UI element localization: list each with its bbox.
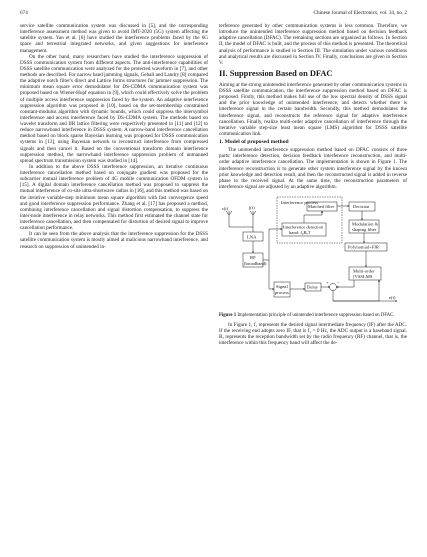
label-modulation: Modulation & — [352, 221, 379, 227]
figure-1 — [219, 193, 407, 311]
label-matched-filter: Matched filter — [308, 204, 335, 209]
page-number: 674 — [20, 10, 28, 16]
paragraph: In Figure 1, f₁ represents the desired signal intermediate frequency (IF) after the ADC. If the receiving end adopts zero IF, that is f₁ = 0 Hz, the ADC output is a baseband signal. Bₐ represents the reception bandwidth set by the radio frequency (RF) channel, that is, the interference within this frequency band will affect the de- — [219, 321, 407, 346]
label-vsslms: (VSSLMS — [353, 274, 373, 279]
right-column — [219, 23, 407, 346]
label-minus: − — [337, 280, 340, 285]
label-multi-order: Multi-order — [353, 268, 375, 274]
caption-label: Figure 1 — [219, 313, 237, 318]
label-decision: Decision — [353, 204, 370, 209]
paragraph: Aiming at the strong unintended interference generated by other communication systems in DSSS satellite communication, the interference suppression method based on DFAC is proposed. Firstly, this method makes full use of the low spectral density of DSSS signal and the prior knowledge of unintended interference, and detects whether there is interference signal in the certain bandwidth. Secondly, this method demodulates the interference signal, and reconstructs the reference signal for adaptive interference cancellation. Finally, realize multi-order adaptive cancellation of interference through the iterative variable step-size least mean square (LMS) algorithm for DSSS satellite communication link. — [219, 81, 408, 137]
label-detection: Interference detection — [283, 224, 324, 230]
label-process: process — [275, 290, 289, 295]
paragraph: It can be seen from the above analysis that the interference suppression for the DSSS satellite communication system is mostly aimed at malicious narrowband interference, and research on suppression of unintended in- — [20, 231, 208, 250]
label-plus: + — [326, 280, 329, 285]
page-header — [20, 10, 407, 20]
label-broadband: (broadband) — [244, 261, 267, 266]
paragraph: In addition to the above DSSS interference suppression, an iterative continuous interference cancellation method based on conjugate gradient was proposed for the subcarrier mutual interference problem of 4G mobile communication OFDM system in [15]. A digital domain interference cancellation method was proposed to suppress the mutual interference of co-site ultra-shortwave radios in [16], and this method was based on the iterative variable-step minimum mean square algorithm with fast convergence speed and good interference suppression performance. Zhang et al. [17] has proposed a method, combining interference cancellation and signal distortion compensation, to suppress the inter-node interference in relay networks. This method first estimated the channel state for interference cancellation, and then compensated for distortion of desired signal to improve cancellation performance. — [20, 163, 208, 232]
label-interference-process: Interference process — [281, 200, 319, 205]
paragraph: On the other hand, many researchers have studied the interference suppression of DSSS communication system from different aspects. The anti-interference capabilities of DSSS satellite communication were analyzed for the protected waveform in [7], and other methods are described. For narrow band jamming signals, Gebali and Landry [8] compared the adaptive notch filter's direct and Lattice forms structures for jammer suppression. The minimum mean square error demodulator for DS-CDMA communication system was proposed based on Wiener-Hopf equation in [9], which could effectively solve the problem of multiple access interference suppression faced by the system. An adaptive interference suppression algorithm was proposed in [10], based on the set-membership constrained constant-modulus algorithm with dynamic bounds, which could suppress the intersymbol interference and access interference faced by DS-CDMA system. The methods based on wavelet transform and IIR lattice filtering were respectively presented in [11] and [12] to reduce narrowband interference in DSSS system. A narrow-band interference cancellation method based on block sparse Bayesian learning was proposed for DSSS communication systems in [13], using Bayesian network to reconstruct interference from compressed signals and then cancel it. Based on the conventional transform domain interference suppression method, the narrowband interference suppression problem of unmanned spread spectrum transmission system was studied in [14]. — [20, 53, 208, 164]
label-signal: Signal — [276, 284, 288, 289]
left-column — [20, 23, 208, 250]
label-detection-band: band: f₀BₐT — [289, 230, 311, 235]
antenna-s — [226, 211, 232, 219]
label-rf: RF — [250, 255, 256, 260]
caption-text: Implementation principle of unintended interference suppression based on DFAC. — [237, 313, 395, 318]
label-polynomial: Polynomial+FIR — [348, 244, 379, 250]
label-shaping-filter: shaping filter — [352, 227, 377, 232]
section-title: II. Suppression Based on DFAC — [219, 68, 333, 78]
figure-caption — [219, 313, 407, 319]
label-delay: Delay — [307, 284, 318, 290]
label-s-t: s(t) — [222, 206, 229, 211]
journal-name: Chinese Journal of Electronics, vol. 34, no. 2 — [313, 10, 407, 16]
block-diagram — [219, 193, 407, 311]
paragraph: terference generated by other communication systems is less common. Therefore, we introduce the unintended interference suppression method based on decision feedback adaptive cancellation (DFAC). The remaining sections are organized as follows. In Section II, the model of DFAC is built, and the process of this method is presented. The theoretical analysis of performance is studied in Section III. The simulation under various conditions and analytical results are discussed in Section IV. Finally, conclusions are given in Section V. — [219, 23, 407, 66]
paragraph: The unintended interference suppression method based on DFAC consists of three parts: interference detection, decision feedback interference reconstruction, and multi-order adaptive interference cancellation. The implementation is shown in Figure 1. The interference reconstruction is to generate other system interference signal by the known prior knowledge and detection result, and then the reconstructed signal is added in reverse phase to the received signal. At the same time, the reconstruction parameters of interference signal are adjusted by an adaptive algorithm. — [219, 147, 407, 190]
paragraph: service satellite communication system was discussed in [5], and the corresponding interference assessment method was given to avoid IMT-2020 (5G) system affecting the satellite system. Yan et al. [6] have studied the interference problems faced by the 6G space and terrestrial integrated networks, and given suggestions for interference management. — [20, 23, 208, 54]
antenna-j — [250, 211, 256, 219]
adder — [330, 284, 337, 291]
label-j-t: j(t) — [249, 205, 255, 210]
label-e-t: e(t) — [389, 295, 396, 300]
subsection-title: 1. Model of proposed method — [219, 139, 289, 145]
label-lna: LNA — [247, 234, 257, 240]
